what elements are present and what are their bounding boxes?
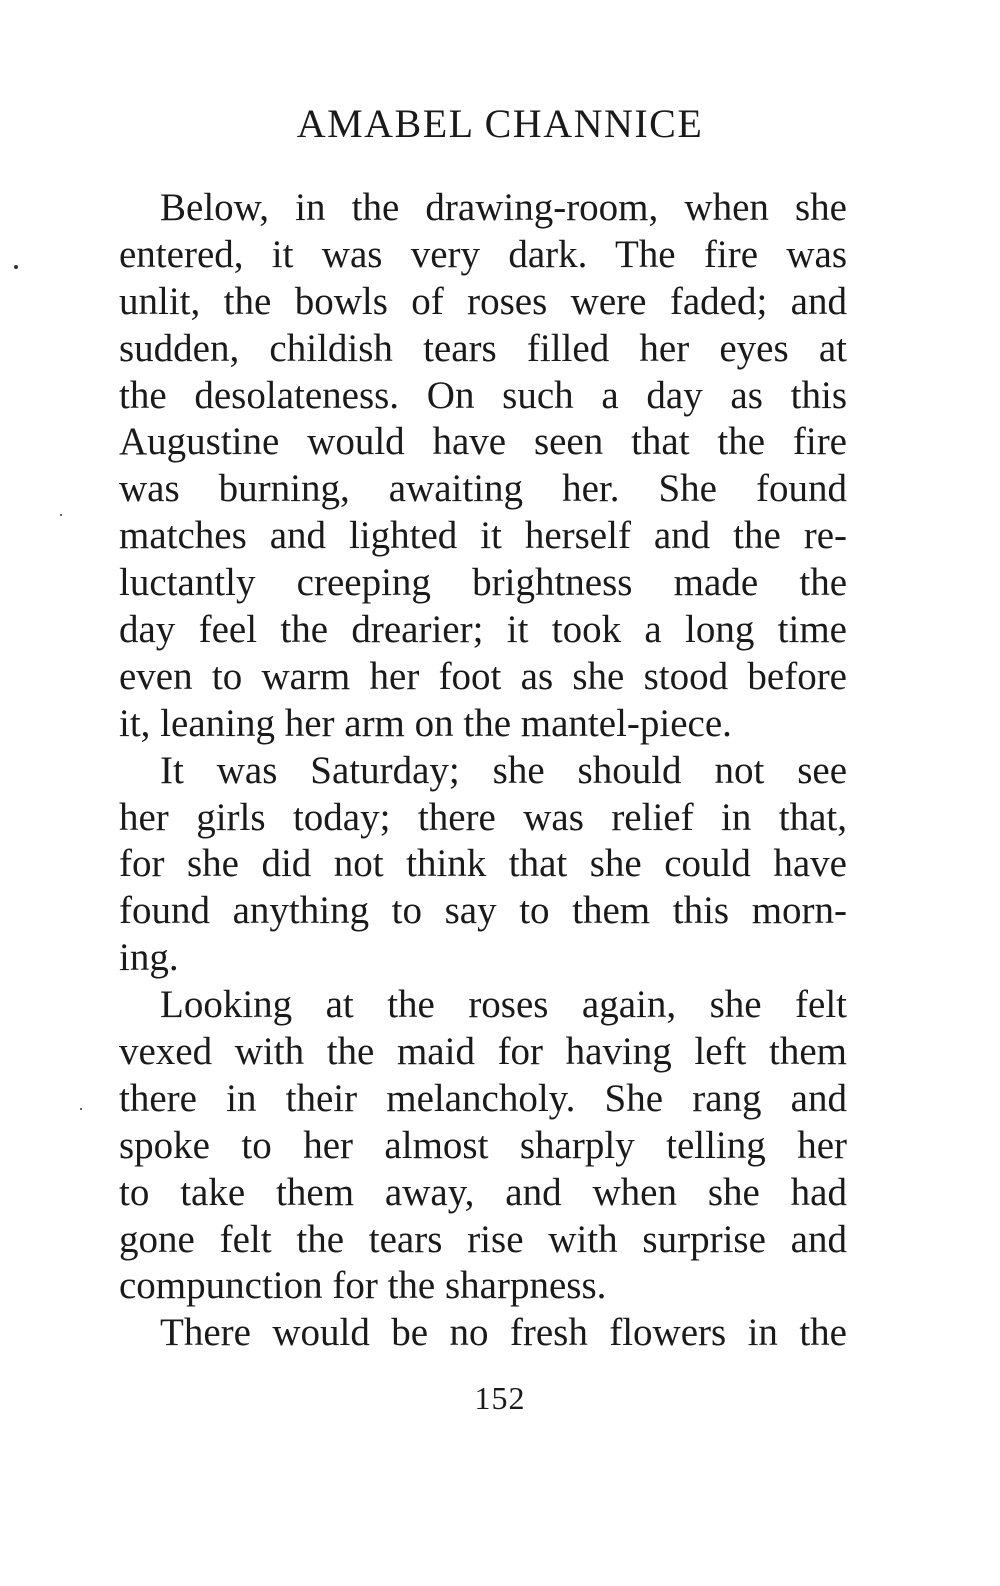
text-line: Augustine would have seen that the fire bbox=[119, 420, 847, 464]
text-line: compunction for the sharpness. bbox=[119, 1264, 607, 1308]
text-line: Below, in the drawing-room, when she bbox=[160, 186, 847, 229]
text-line: her girls today; there was relief in that, bbox=[119, 795, 847, 839]
text-line: there in their melancholy. She rang and bbox=[119, 1076, 847, 1120]
paragraph bbox=[119, 1310, 847, 1357]
scan-speck bbox=[14, 265, 18, 269]
text-line: luctantly creeping brightness made the bbox=[119, 561, 847, 605]
text-line: to take them away, and when she had bbox=[119, 1170, 847, 1214]
text-line: for she did not think that she could have bbox=[119, 842, 847, 886]
text-line: the desolateness. On such a day as this bbox=[119, 373, 847, 417]
paragraph bbox=[119, 185, 847, 748]
text-line: spoke to her almost sharply telling her bbox=[119, 1123, 847, 1167]
text-line: It was Saturday; she should not see bbox=[160, 748, 847, 792]
text-line: matches and lighted it herself and the re- bbox=[119, 514, 847, 558]
scan-speck bbox=[60, 514, 62, 516]
text-line: gone felt the tears rise with surprise and bbox=[119, 1217, 847, 1261]
page-number: 152 bbox=[474, 1380, 526, 1416]
text-line: even to warm her foot as she stood before bbox=[119, 654, 847, 698]
text-line: found anything to say to them this morn- bbox=[119, 889, 847, 933]
text-line: unlit, the bowls of roses were faded; and bbox=[119, 279, 847, 323]
text-line: it, leaning her arm on the mantel-piece. bbox=[119, 701, 732, 745]
text-line: day feel the drearier; it took a long time bbox=[119, 608, 847, 652]
paragraph bbox=[119, 982, 847, 1310]
text-line: ing. bbox=[119, 936, 179, 980]
text-line: There would be no fresh flowers in the bbox=[160, 1311, 847, 1355]
running-head: AMABEL CHANNICE bbox=[296, 101, 704, 146]
text-line: was burning, awaiting her. She found bbox=[119, 467, 847, 511]
text-line: Looking at the roses again, she felt bbox=[160, 983, 847, 1027]
text-line: entered, it was very dark. The fire was bbox=[119, 232, 847, 276]
body-text bbox=[119, 185, 847, 1357]
scan-speck bbox=[80, 1108, 82, 1110]
text-line: sudden, childish tears filled her eyes at bbox=[119, 326, 847, 370]
text-line: vexed with the maid for having left them bbox=[119, 1030, 847, 1074]
paragraph bbox=[119, 748, 847, 982]
